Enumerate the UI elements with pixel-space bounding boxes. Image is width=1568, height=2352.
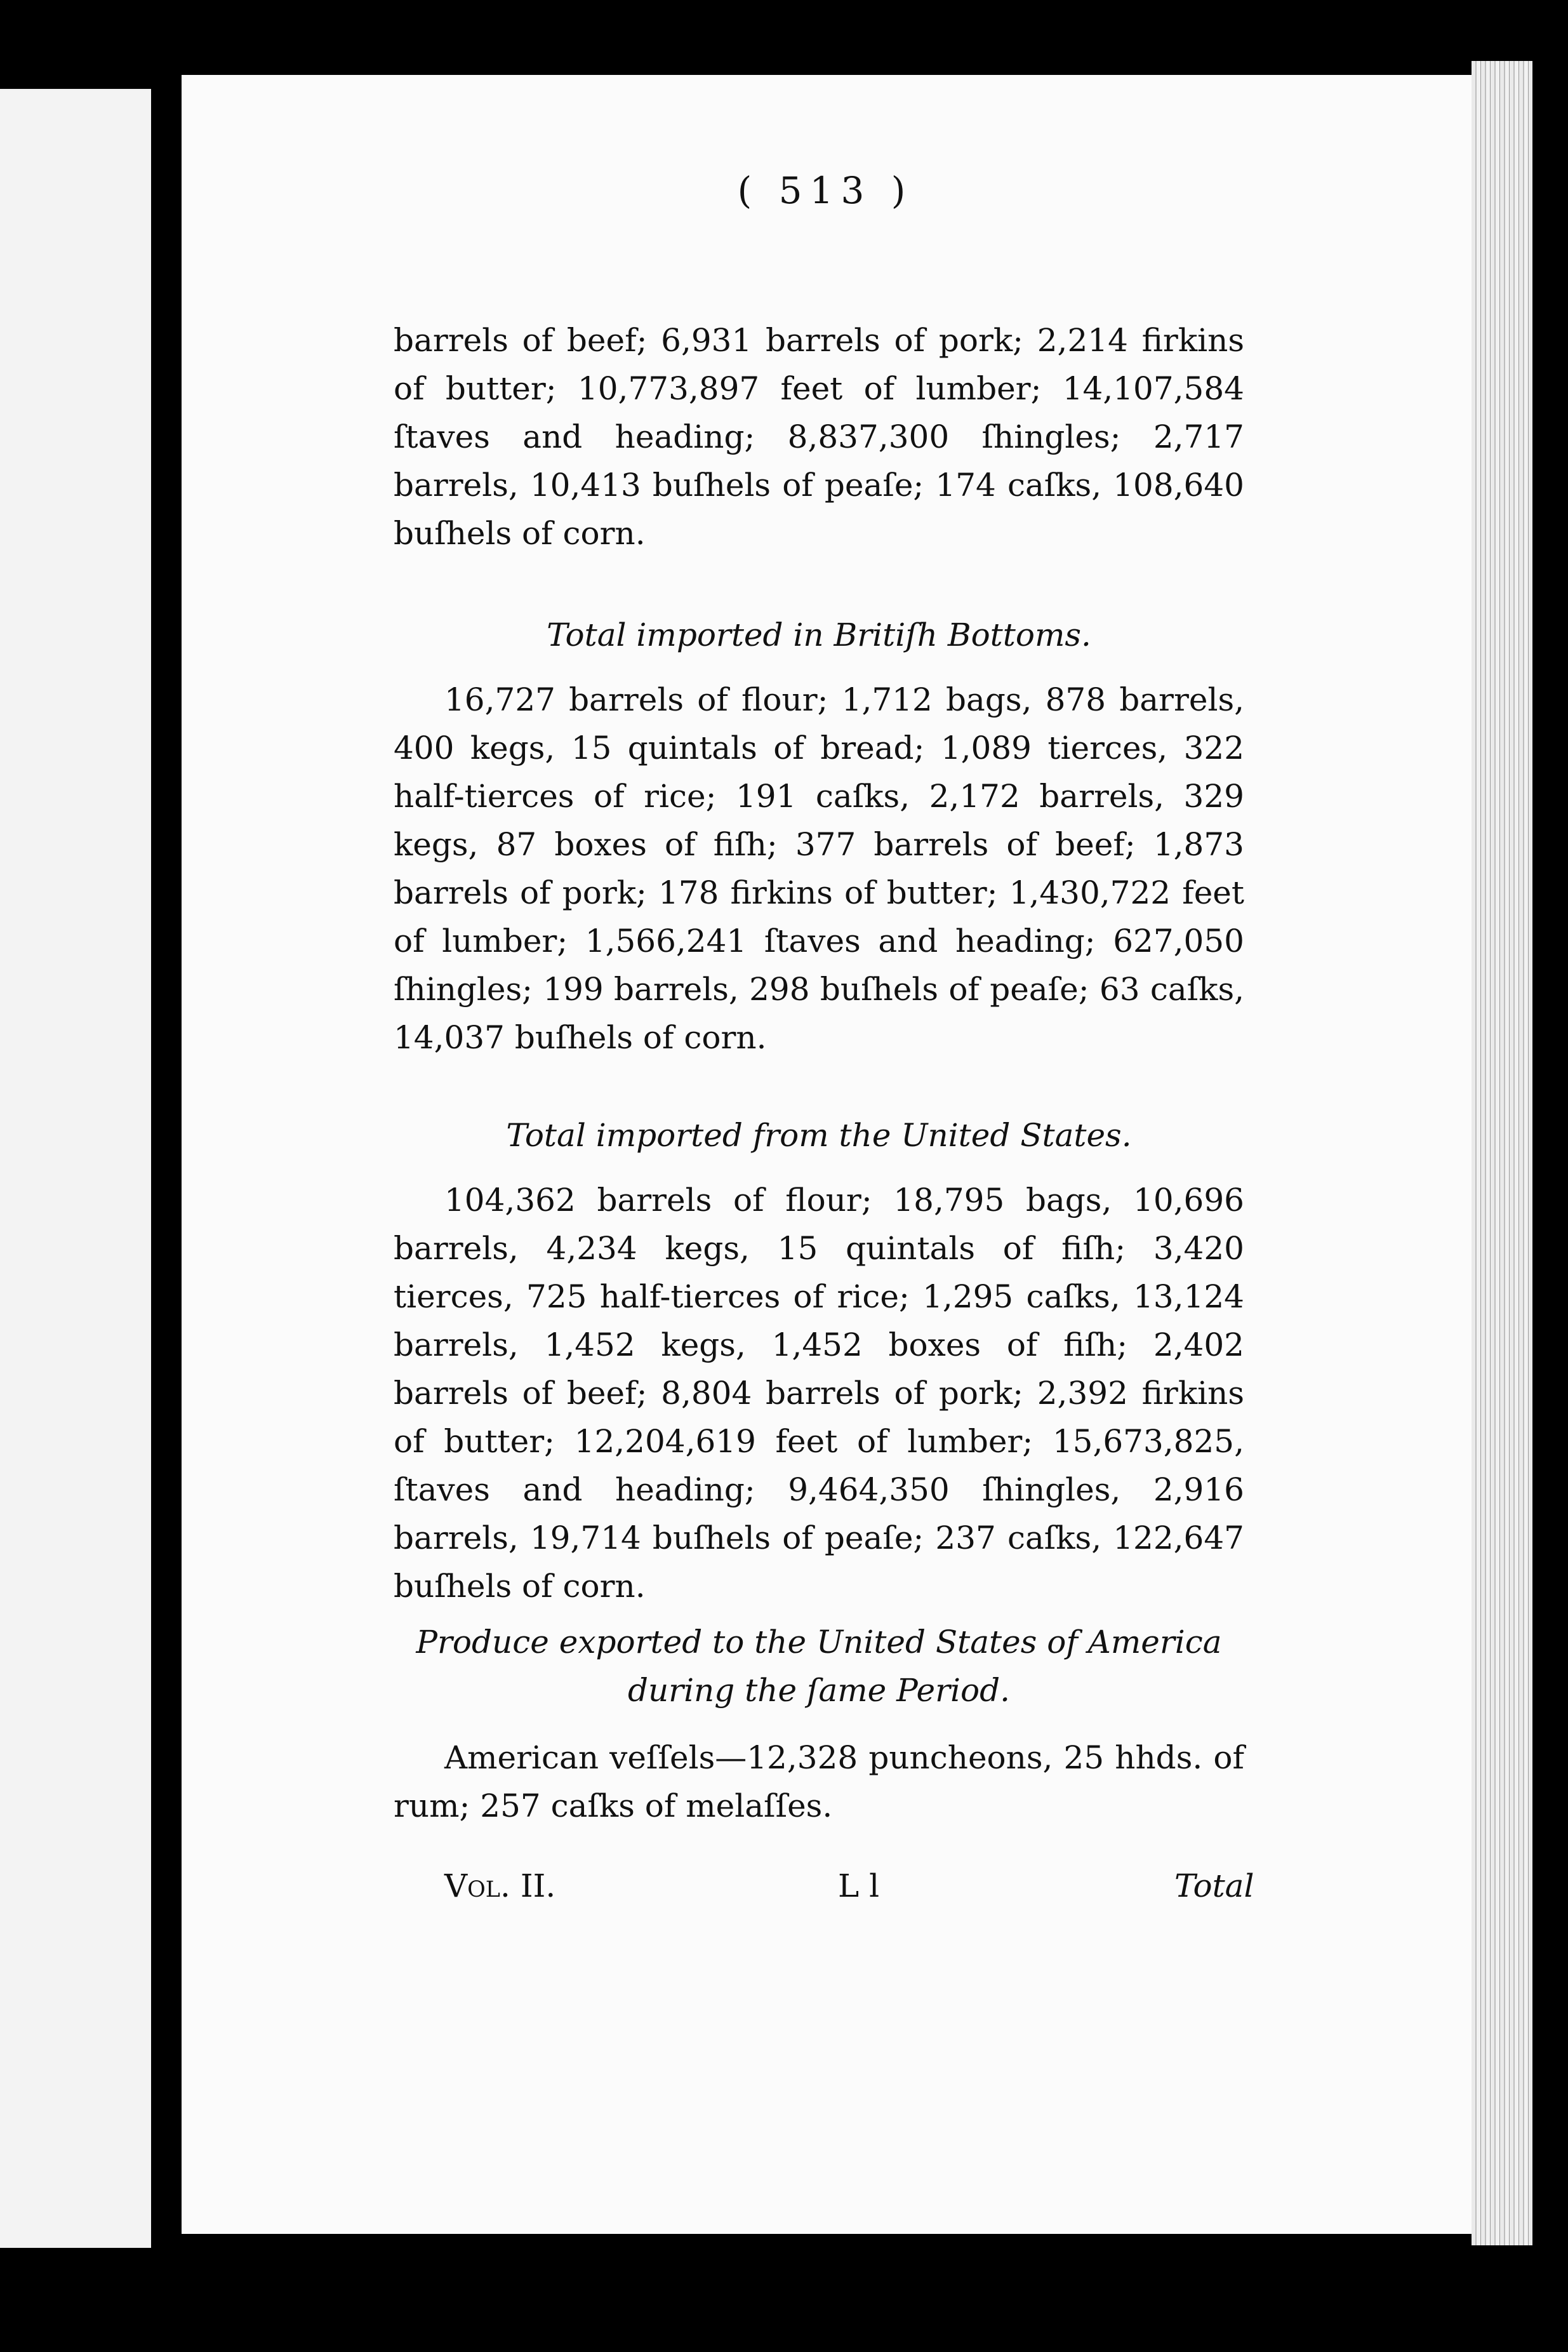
page-stack-edge	[1472, 61, 1532, 2245]
volume-label: Vol. II.	[444, 1868, 556, 1904]
section-body-united-states: 104,362 barrels of flour; 18,795 bags, 10,696 barrels, 4,234 kegs, 15 quintals of fiſh; 3,420 tierces, 725 half-tierces of rice; 1,295 caſks, 13,124 barrels, 1,452 kegs, 1,452 boxes of fiſh; 2,402 barrels of beef; 8,804 barrels of pork; 2,392 firkins of butter; 12,204,619 feet of lumber; 15,673,825, ſtaves and heading; 9,464,350 ſhingles, 2,916 barrels, 19,714 buſhels of peaſe; 237 caſks, 122,647 buſhels of corn.	[394, 1182, 1244, 1605]
facing-page-edge	[0, 89, 151, 2248]
section-heading-produce-exported: Produce exported to the United States of America during the ſame Period.	[416, 1624, 1222, 1709]
signature-mark: L l	[838, 1868, 880, 1904]
section-heading-british-bottoms: Total imported in Britiſh Bottoms.	[547, 617, 1091, 653]
section-body-british-bottoms: 16,727 barrels of flour; 1,712 bags, 878 barrels, 400 kegs, 15 quintals of bread; 1,089 tierces, 322 half-tierces of rice; 191 caſks, 2,172 barrels, 329 kegs, 87 boxes of fiſh; 377 barrels of beef; 1,873 barrels of pork; 178 firkins of butter; 1,430,722 feet of lumber; 1,566,241 ſtaves and heading; 627,050 ſhingles; 199 barrels, 298 buſhels of peaſe; 63 caſks, 14,037 buſhels of corn.	[394, 681, 1244, 1056]
section-body-produce-exported: American veſſels—12,328 puncheons, 25 hhds. of rum; 257 caſks of melaſſes.	[394, 1739, 1244, 1824]
continued-paragraph: barrels of beef; 6,931 barrels of pork; 2,214 firkins of butter; 10,773,897 feet of lumber; 14,107,584 ſtaves and heading; 8,837,300 ſhingles; 2,717 barrels, 10,413 buſhels of peaſe; 174 caſks, 108,640 buſhels of corn.	[394, 322, 1244, 552]
page-number: ( 513 )	[737, 169, 914, 212]
section-heading-united-states: Total imported from the United States.	[506, 1117, 1132, 1154]
catchword: Total	[1174, 1868, 1254, 1904]
